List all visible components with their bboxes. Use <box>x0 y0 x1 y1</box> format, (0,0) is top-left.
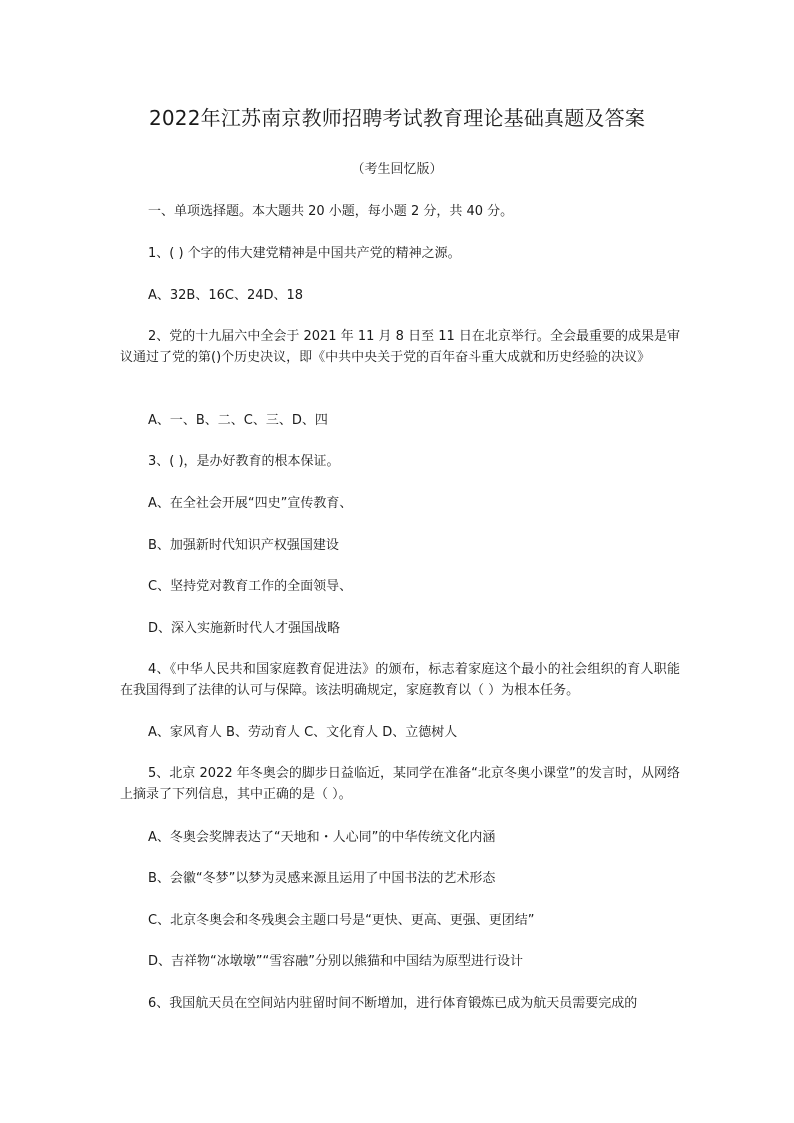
question-3-option-b: B、加强新时代知识产权强国建设 <box>148 538 339 553</box>
question-5-option-d: D、吉祥物“冰墩墩”“雪容融”分别以熊猫和中国结为原型进行设计 <box>148 954 523 969</box>
question-5: 5、北京 2022 年冬奥会的脚步日益临近，某同学在准备“北京冬奥小课堂”的发言时，从网络上摘录了下列信息，其中正确的是（ ）。 <box>120 766 680 802</box>
question-3-option-d: D、深入实施新时代人才强国战略 <box>148 621 341 636</box>
question-5-option-c: C、北京冬奥会和冬残奥会主题口号是“更快、更高、更强、更团结” <box>148 913 535 928</box>
question-3-option-c: C、坚持党对教育工作的全面领导、 <box>148 579 353 594</box>
section-heading: 一、单项选择题。本大题共 20 小题，每小题 2 分，共 40 分。 <box>148 204 514 219</box>
question-1: 1、( ) 个字的伟大建党精神是中国共产党的精神之源。 <box>148 246 461 261</box>
question-5-option-a: A、冬奥会奖牌表达了“天地和・人心同”的中华传统文化内涵 <box>148 830 496 845</box>
question-1-options: A、32B、16C、24D、18 <box>148 288 304 303</box>
question-2-options: A、一、B、二、C、三、D、四 <box>148 413 328 428</box>
question-4-options: A、家风育人 B、劳动育人 C、文化育人 D、立德树人 <box>148 725 458 740</box>
question-3: 3、( )，是办好教育的根本保证。 <box>148 454 340 469</box>
question-3-option-a: A、在全社会开展“四史”宣传教育、 <box>148 496 353 511</box>
question-6: 6、我国航天员在空间站内驻留时间不断增加，进行体育锻炼已成为航天员需要完成的 <box>148 996 638 1011</box>
question-2: 2、党的十九届六中全会于 2021 年 11 月 8 日至 11 日在北京举行。全会最重要的成果是审议通过了党的第()个历史决议，即《中共中央关于党的百年奋斗重大成就和历史经验的决议》 <box>120 329 680 365</box>
question-4: 4、《中华人民共和国家庭教育促进法》的颁布，标志着家庭这个最小的社会组织的育人职能在我国得到了法律的认可与保障。该法明确规定，家庭教育以（ ）为根本任务。 <box>120 662 680 698</box>
document-title: 2022年江苏南京教师招聘考试教育理论基础真题及答案 <box>148 106 646 130</box>
document-subtitle: （考生回忆版） <box>351 162 443 177</box>
question-5-option-b: B、会徽“冬梦”以梦为灵感来源且运用了中国书法的艺术形态 <box>148 871 496 886</box>
